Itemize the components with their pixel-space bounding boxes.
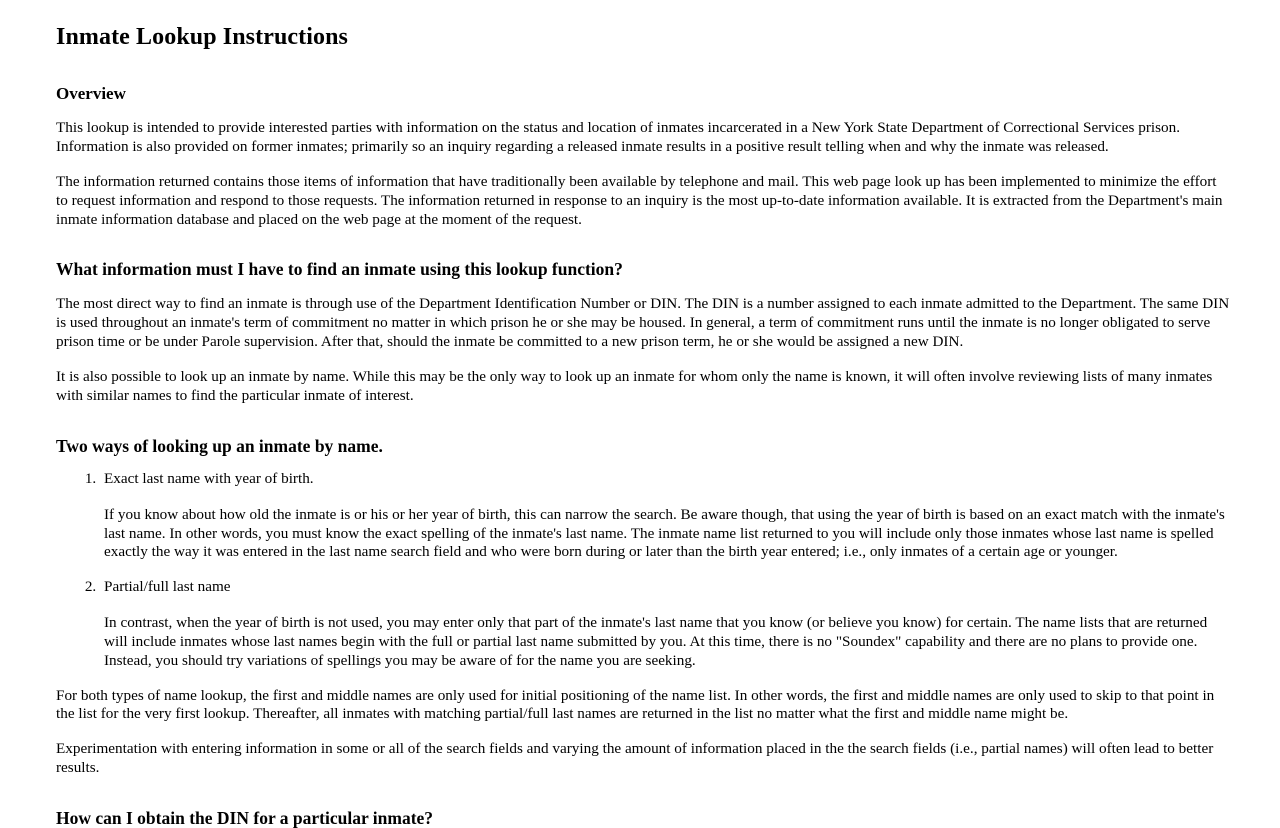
section-heading-how-can-i-obtain-din: How can I obtain the DIN for a particular inmate? [56,807,434,828]
lookup-methods-list [56,470,1232,671]
two-ways-closing-paragraph-1: For both types of name lookup, the first and middle names are only used for initial positioning of the name list. In other words, the first and middle names are only used to skip to that point in the list for the very first lookup. Thereafter, all inmates with matching partial/full last names are returned in the list no matter what the first and middle name might be. [56,686,1215,723]
what-information-paragraph-1: The most direct way to find an inmate is through use of the Department Identification Number or DIN. The DIN is a number assigned to each inmate admitted to the Department. The same DIN is used throughout an inmate's term of commitment no matter in which prison he or she may be housed. In general, a term of commitment runs until the inmate is no longer obligated to serve prison time or be under Parole supervision. After that, should the inmate be committed to a new prison term, he or she would be assigned a new DIN. [56,295,1230,351]
list-item-label-partial-full-last-name: 2. Partial/full last name [104,578,231,596]
section-heading-overview: Overview [56,83,126,103]
section-heading-two-ways: Two ways of looking up an inmate by name. [56,435,383,456]
list-item [100,578,1232,670]
what-information-paragraph-2: It is also possible to look up an inmate by name. While this may be the only way to look up an inmate for whom only the name is known, it will often involve reviewing lists of many inmates with similar names to find the particular inmate of interest. [56,368,1213,404]
page-title: Inmate Lookup Instructions [56,24,348,50]
list-item-label-exact-last-name: 1. Exact last name with year of birth. [104,469,314,487]
list-item-body-exact-last-name: If you know about how old the inmate is or his or her year of birth, this can narrow the search. Be aware though, that using the year of birth is based on an exact match with the inmate's last name. In other words, you must know the exact spelling of the inmate's last name. The inmate name list returned to you will include only those inmates whose last name is spelled exactly the way it was entered in the last name search field and who were born during or later than the birth year entered; i.e., only inmates of a certain age or younger. [104,505,1225,561]
section-heading-what-information: What information must I have to find an inmate using this lookup function? [56,259,623,280]
list-item [100,470,1232,562]
overview-paragraph-2: The information returned contains those items of information that have traditionally been available by telephone and mail. This web page look up has been implemented to minimize the effort to request information and respond to those requests. The information returned in response to an inquiry is the most up-to-date information available. It is extracted from the Department's main inmate information database and placed on the web page at the moment of the request. [56,172,1223,228]
list-item-body-partial-full-last-name: In contrast, when the year of birth is not used, you may enter only that part of the inmate's last name that you know (or believe you know) for certain. The name lists that are returned will include inmates whose last names begin with the full or partial last name submitted by you. At this time, there is no "Soundex" capability and there are no plans to provide one. Instead, you should try variations of spellings you may be aware of for the name you are seeking. [104,614,1208,669]
overview-paragraph-1: This lookup is intended to provide interested parties with information on the status and location of inmates incarcerated in a New York State Department of Correctional Services prison. Information is also provided on former inmates; primarily so an inquiry regarding a released inmate results in a positive result telling when and why the inmate was released. [56,119,1181,155]
two-ways-closing-paragraph-2: Experimentation with entering information in some or all of the search fields and varying the amount of information placed in the the search fields (i.e., partial names) will often lead to better results. [56,740,1214,777]
